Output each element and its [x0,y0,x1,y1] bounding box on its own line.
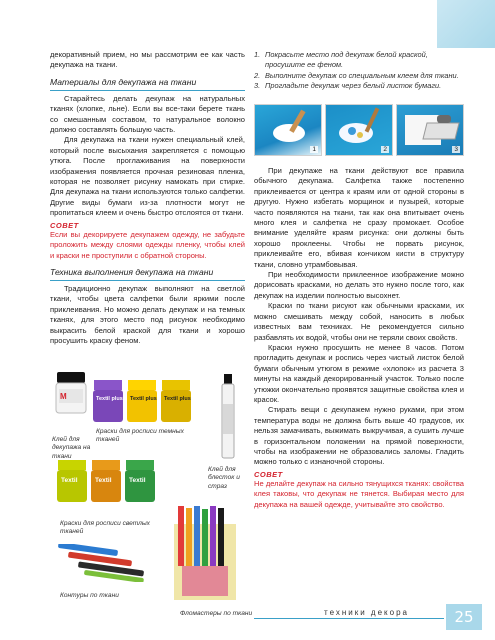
photo-step-1 [254,104,322,156]
glitter-glue-tube-image [218,374,238,462]
step-number: 2. [254,70,261,80]
photo-step-3 [396,104,464,156]
top-margin [0,0,495,48]
step-text: Покрасьте место под декупаж белой краской, просушите ее феном. [265,50,428,69]
right-paragraph-2: При необходимости приклеенное изображение можно дорисовать красками, но делать это нужно после того, как декупаж на изделии полностью высохнет. [254,270,464,300]
page-number: 25 [446,604,482,630]
textil-plus-label-2: Textil plus [130,396,157,402]
tip-text-2: Не делайте декупаж на сильно тянущихся тканях: свойства клея таковы, что декупаж не тянется. Выбирая место для декупажа на вашей одежде, учитывайте это свойство. [254,478,464,509]
glue-brand-label: M [60,392,67,401]
dark-paints-caption: Краски для росписи темных тканей [96,428,184,444]
section-name: техники декора [324,608,409,617]
right-column-body [254,166,464,510]
process-photos [254,104,464,156]
light-paints-image [56,460,156,504]
textil-plus-label-1: Textil plus [96,396,123,402]
step-item [254,50,464,70]
steps-list [254,50,464,91]
light-paints-caption: Краски для росписи светлых тканей [60,520,150,536]
right-column [254,50,464,92]
tip-label: СОВЕТ [50,220,79,230]
materials-paragraph-1: Старайтесь делать декупаж на натуральных тканях (хлопке, льне). Если вы все-таки берете ткань со смешанным составом, то натуральное волокно должно составлять большую часть. [50,93,245,135]
photo-step-2 [325,104,393,156]
intro-paragraph: декоративный прием, но мы рассмотрим ее как часть декупажа на ткани. [50,50,245,70]
photo-number: 2 [383,146,387,153]
corner-decoration [437,0,495,48]
tip-label-2: СОВЕТ [254,469,283,479]
technique-heading: Техника выполнения декупажа на ткани [50,267,245,281]
footer-rule [254,618,444,619]
textil-plus-label-3: Textil plus [164,396,191,402]
step-number: 3. [254,81,261,90]
textil-label-1: Textil [61,477,78,484]
textil-label-3: Textil [129,477,146,484]
photo-number: 1 [312,146,316,153]
products-illustration [50,370,253,640]
markers-image [174,506,236,602]
step-text: Выполните декупаж со специальным клеем для ткани. [265,70,459,80]
left-column [50,50,245,346]
outlines-caption: Контуры по ткани [60,592,119,599]
page-footer [254,604,495,626]
materials-heading: Материалы для декупажа на ткани [50,77,245,91]
step-item [254,71,464,81]
glue-caption: Клей для декупажа на ткани [52,436,91,460]
step-number: 1. [254,50,261,59]
right-paragraph-5: Стирать вещи с декупажем нужно руками, при этом температура воды не должна быть выше 40 градусов, их нельзя замачивать, выжимать выкручивая, а сушить лучше в горизонтальном положении на прямой поверхности, чтобы на изображении не образовались заломы. Гладить можно только с изнаночной стороны. [254,405,464,467]
dark-paints-image [92,380,192,424]
photo-number: 3 [454,146,458,153]
right-paragraph-4: Краски нужно просушить не менее 8 часов. Потом прогладить декупаж и роспись через чистый листок белой бумаги обычным утюгом в режиме «хлопок» из расчета 3 минуты на каждый декорированный участок. Только после утюжки окончательно проявятся защитные свойства клея и красок. [254,342,464,404]
outline-tubes-image [54,544,164,582]
glue-jar-image [54,372,88,414]
glitter-glue-caption: Клей для блесток и страз [208,466,240,490]
markers-caption: Фломастеры по ткани [180,610,253,617]
right-paragraph-3: Краски по ткани рисуют как обычными красками, их можно смешивать между собой, наносить в любых известных вам техниках. Не рекомендуется сильно разбавлять их водой, чтобы они не теряли своих свойств. [254,301,464,342]
materials-paragraph-2: Для декупажа на ткани нужен специальный клей, который после высыхания закрепляется с помощью утюга. После проглаживания на поверхности изображения появляется прочная резиновая пленка, которая не позволяет рисунку намокать при стирке. Для декупажа на ткани используются только салфетки. Другие виды бумаги из-за плотности могут не пропитаться клеем и очень быстро отслоятся от ткани. [50,135,245,218]
right-paragraph-1: При декупаже на ткани действуют все правила обычного декупажа. Салфетка также постепенно приклеивается от центра к краям или от одной стороны в другую. Нужно избегать морщинок и пузырей, которые часто появляются на ткани, так как она впитывает очень много клея и салфетка не сразу промокает. Особое внимание уделяйте краям рисунка: они должны быть хорошо проклеены. Чтобы не порвать рисунок, приклеивайте его, вбивая кончиком кисти в структуру ткани, словно утрамбовывая. [254,166,464,269]
step-text: Прогладьте декупаж через белый листок бумаги. [265,81,442,90]
tip-text: Если вы декорируете декупажем одежду, не забудьте проложить между слоями одежды пленку, чтобы клей и краски не проступили с обратной стороны. [50,229,245,260]
technique-paragraph: Традиционно декупаж выполняют на светлой ткани, чтобы цвета салфетки были яркими после приклеивания. Но можно делать декупаж и на темных тканях, для этого место под рисунок необходимо выкрасить белой краской для ткани и хорошо просушить краску феном. [50,283,245,345]
textil-label-2: Textil [95,477,112,484]
step-item [254,81,464,91]
